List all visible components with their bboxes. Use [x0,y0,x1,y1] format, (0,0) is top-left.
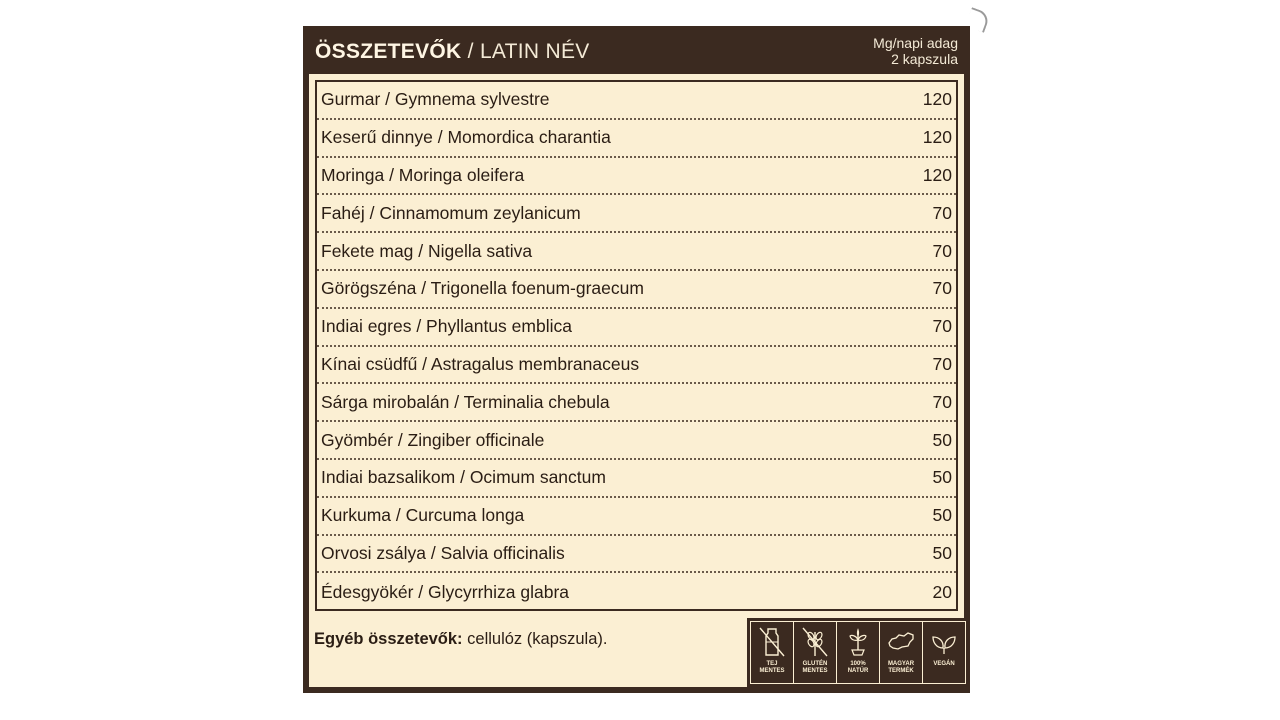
table-row [317,233,956,271]
ingredient-value: 50 [932,429,952,450]
other-ingredients-label: Egyéb összetevők: [314,630,463,648]
hungary-map-icon [886,626,916,658]
ingredient-name: Édesgyökér / Glycyrrhiza glabra [321,581,570,602]
table-row [317,158,956,196]
ingredient-value: 120 [922,164,952,185]
dose-line-2: 2 kapszula [891,51,958,67]
header-title-light: / LATIN NÉV [467,40,590,63]
milk-bottle-crossed-icon [757,626,787,658]
badge-vegan [923,622,965,683]
ingredient-value: 50 [932,505,952,526]
card-header [303,26,970,74]
ingredient-value: 70 [932,240,952,261]
table-row [317,422,956,460]
badge-strip [747,618,969,687]
badge-natural [837,622,880,683]
table-row [317,384,956,422]
table-row [317,271,956,309]
other-ingredients [314,630,607,649]
badge-strip-inner [750,621,966,684]
table-row [317,195,956,233]
ingredient-name: Indiai bazsalikom / Ocimum sanctum [321,467,606,488]
table-row [317,536,956,574]
badge-label: MAGYAR TERMÉK [887,661,915,674]
table-row [317,309,956,347]
header-title-strong: ÖSSZETEVŐK [315,40,462,63]
table-row [317,82,956,120]
badge-gluten-free [794,622,837,683]
badge-hungarian [880,622,923,683]
ingredient-name: Gurmar / Gymnema sylvestre [321,89,550,110]
ingredient-name: Kurkuma / Curcuma longa [321,505,525,526]
ingredient-name: Keserű dinnye / Momordica charantia [321,127,611,148]
dose-header [873,35,958,67]
table-row [317,120,956,158]
card-body [309,74,964,687]
other-ingredients-text: cellulóz (kapszula). [467,630,608,648]
ingredient-value: 70 [932,202,952,223]
leaves-icon [929,626,959,658]
ingredient-name: Gyömbér / Zingiber officinale [321,429,545,450]
table-row [317,498,956,536]
ingredient-value: 50 [932,467,952,488]
dose-line-1: Mg/napi adag [873,35,958,51]
ingredient-value: 70 [932,278,952,299]
ingredient-value: 70 [932,316,952,337]
ingredient-value: 120 [922,127,952,148]
header-title [315,40,590,64]
ingredient-name: Fekete mag / Nigella sativa [321,240,533,261]
ingredient-value: 120 [922,89,952,110]
ingredient-value: 70 [932,353,952,374]
ingredient-name: Orvosi zsálya / Salvia officinalis [321,542,565,563]
ingredient-name: Görögszéna / Trigonella foenum-graecum [321,278,644,299]
wheat-crossed-icon [800,626,830,658]
table-row [317,347,956,385]
badge-label: TEJ MENTES [759,661,785,674]
ingredient-name: Kínai csüdfű / Astragalus membranaceus [321,353,640,374]
ingredient-value: 20 [932,581,952,602]
table-row [317,460,956,498]
ingredients-table [315,80,958,611]
ingredient-value: 70 [932,391,952,412]
table-row [317,573,956,611]
ingredients-card [303,26,970,693]
ingredient-value: 50 [932,542,952,563]
plant-sprout-icon [843,626,873,658]
badge-dairy-free [751,622,794,683]
badge-label: VEGÁN [933,661,955,667]
ingredient-name: Moringa / Moringa oleifera [321,164,525,185]
ingredient-name: Fahéj / Cinnamomum zeylanicum [321,202,581,223]
ingredient-name: Indiai egres / Phyllantus emblica [321,316,572,337]
badge-label: GLUTÉN MENTES [802,661,828,674]
ingredient-name: Sárga mirobalán / Terminalia chebula [321,391,610,412]
badge-label: 100% NATÚR [847,661,869,674]
